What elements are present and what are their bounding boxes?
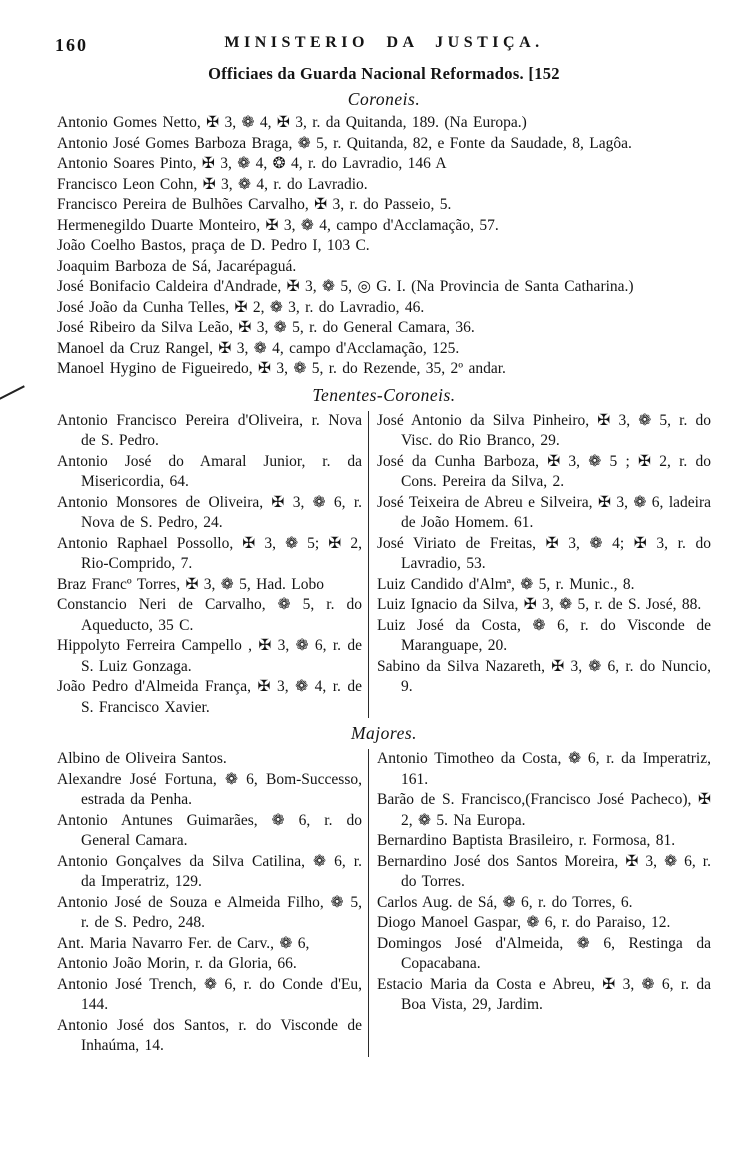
tenentes-coroneis-right-column	[368, 411, 711, 719]
directory-entry: Antonio José do Amaral Junior, r. da Misericordia, 64.	[57, 452, 362, 490]
directory-entry: José Viriato de Freitas, ✠ 3, ❁ 4; ✠ 3, r. do Lavradio, 53.	[377, 534, 711, 572]
directory-entry: Antonio Francisco Pereira d'Oliveira, r. Nova de S. Pedro.	[57, 411, 362, 449]
directory-entry: Estacio Maria da Costa e Abreu, ✠ 3, ❁ 6, r. da Boa Vista, 29, Jardim.	[377, 975, 711, 1013]
majores-columns	[57, 747, 711, 1057]
directory-entry: Sabino da Silva Nazareth, ✠ 3, ❁ 6, r. do Nuncio, 9.	[377, 657, 711, 695]
directory-entry: Antonio Soares Pinto, ✠ 3, ❁ 4, ❂ 4, r. do Lavradio, 146 A	[57, 155, 447, 172]
directory-entry: Domingos José d'Almeida, ❁ 6, Restinga da Copacabana.	[377, 934, 711, 972]
directory-entry: Antonio Timotheo da Costa, ❁ 6, r. da Imperatriz, 161.	[377, 750, 711, 788]
directory-entry: Antonio Gomes Netto, ✠ 3, ❁ 4, ✠ 3, r. da Quitanda, 189. (Na Europa.)	[57, 114, 527, 131]
directory-entry: Francisco Leon Cohn, ✠ 3, ❁ 4, r. do Lavradio.	[57, 175, 368, 193]
directory-entry: José Teixeira de Abreu e Silveira, ✠ 3, ❁ 6, ladeira de João Homem. 61.	[377, 493, 711, 531]
directory-entry: Antonio Gonçalves da Silva Catilina, ❁ 6, r. da Imperatriz, 129.	[57, 852, 362, 890]
directory-entry: José Ribeiro da Silva Leão, ✠ 3, ❁ 5, r. do General Camara, 36.	[57, 319, 475, 336]
directory-entry: João Pedro d'Almeida França, ✠ 3, ❁ 4, r. de S. Francisco Xavier.	[57, 678, 362, 716]
directory-entry: José Antonio da Silva Pinheiro, ✠ 3, ❁ 5, r. do Visc. do Rio Branco, 29.	[377, 411, 711, 449]
directory-entry: José João da Cunha Telles, ✠ 2, ❁ 3, r. do Lavradio, 46.	[57, 298, 425, 316]
directory-entry: Luiz Candido d'Almª, ❁ 5, r. Munic., 8.	[377, 575, 635, 593]
directory-entry: Manoel da Cruz Rangel, ✠ 3, ❁ 4, campo d'Acclamação, 125.	[57, 339, 460, 357]
majores-left-column	[57, 749, 362, 1057]
directory-entry: Antonio Monsores de Oliveira, ✠ 3, ❁ 6, r. Nova de S. Pedro, 24.	[57, 493, 362, 531]
section-title-coroneis: Coroneis.	[347, 89, 421, 109]
directory-entry: Antonio Antunes Guimarães, ❁ 6, r. do General Camara.	[57, 811, 362, 849]
directory-entry: Diogo Manoel Gaspar, ❁ 6, r. do Paraiso, 12.	[377, 914, 671, 931]
directory-entry: José Bonifacio Caldeira d'Andrade, ✠ 3, ❁ 5, ◎ G. I. (Na Provincia de Santa Catharina.)	[57, 278, 634, 295]
directory-entry: Braz Francº Torres, ✠ 3, ❁ 5, Had. Lobo	[57, 575, 324, 593]
page-header-row	[57, 34, 711, 58]
directory-entry: Albino de Oliveira Santos.	[57, 750, 227, 767]
directory-entry: Hermenegildo Duarte Monteiro, ✠ 3, ❁ 4, campo d'Acclamação, 57.	[57, 216, 499, 234]
coroneis-entry-list	[57, 113, 711, 380]
directory-entry: Barão de S. Francisco,(Francisco José Pacheco), ✠ 2, ❁ 5. Na Europa.	[377, 791, 711, 829]
directory-entry: João Coelho Bastos, praça de D. Pedro I, 103 C.	[57, 237, 370, 254]
directory-entry: Constancio Neri de Carvalho, ❁ 5, r. do Aqueducto, 35 C.	[57, 596, 362, 634]
directory-entry: Carlos Aug. de Sá, ❁ 6, r. do Torres, 6.	[377, 893, 633, 911]
directory-entry: Luiz José da Costa, ❁ 6, r. do Visconde de Maranguape, 20.	[377, 616, 711, 654]
directory-entry: Hippolyto Ferreira Campello , ✠ 3, ❁ 6, r. de S. Luiz Gonzaga.	[57, 637, 362, 675]
directory-entry: José da Cunha Barboza, ✠ 3, ❁ 5 ; ✠ 2, r. do Cons. Pereira da Silva, 2.	[377, 452, 711, 490]
directory-entry: Antonio José Trench, ❁ 6, r. do Conde d'Eu, 144.	[57, 975, 362, 1013]
directory-entry: Antonio José de Souza e Almeida Filho, ❁ 5, r. de S. Pedro, 248.	[57, 893, 362, 931]
page-title: MINISTERIO DA JUSTIÇA.	[224, 34, 544, 51]
section-title-tenentes-coroneis: Tenentes-Coroneis.	[312, 384, 456, 405]
directory-entry: Manoel Hygino de Figueiredo, ✠ 3, ❁ 5, r. do Rezende, 35, 2º andar.	[57, 360, 506, 377]
directory-entry: Alexandre José Fortuna, ❁ 6, Bom-Successo, estrada da Penha.	[57, 770, 362, 808]
margin-pen-mark	[0, 385, 25, 400]
subheader: Officiaes da Guarda Nacional Reformados. [152	[208, 64, 560, 83]
directory-entry: Francisco Pereira de Bulhões Carvalho, ✠ 3, r. do Passeio, 5.	[57, 196, 452, 213]
tenentes-coroneis-left-column	[57, 411, 362, 719]
section-title-majores: Majores.	[350, 723, 418, 743]
tenentes-coroneis-columns	[57, 409, 711, 719]
directory-entry: Luiz Ignacio da Silva, ✠ 3, ❁ 5, r. de S. José, 88.	[377, 596, 702, 613]
directory-entry: Antonio José Gomes Barboza Braga, ❁ 5, r. Quitanda, 82, e Fonte da Saudade, 8, Lagôa.	[57, 134, 632, 152]
directory-entry: Bernardino Baptista Brasileiro, r. Formosa, 81.	[377, 832, 676, 849]
directory-entry: Antonio José dos Santos, r. do Visconde de Inhaúma, 14.	[57, 1016, 362, 1054]
directory-entry: Antonio Raphael Possollo, ✠ 3, ❁ 5; ✠ 2, Rio-Comprido, 7.	[57, 534, 362, 572]
directory-entry: Antonio João Morin, r. da Gloria, 66.	[57, 955, 297, 972]
directory-entry: Ant. Maria Navarro Fer. de Carv., ❁ 6,	[57, 934, 310, 952]
majores-right-column	[368, 749, 711, 1057]
page-number: 160	[55, 35, 88, 55]
directory-entry: Joaquim Barboza de Sá, Jacarépaguá.	[57, 257, 297, 275]
directory-entry: Bernardino José dos Santos Moreira, ✠ 3, ❁ 6, r. do Torres.	[377, 852, 711, 890]
